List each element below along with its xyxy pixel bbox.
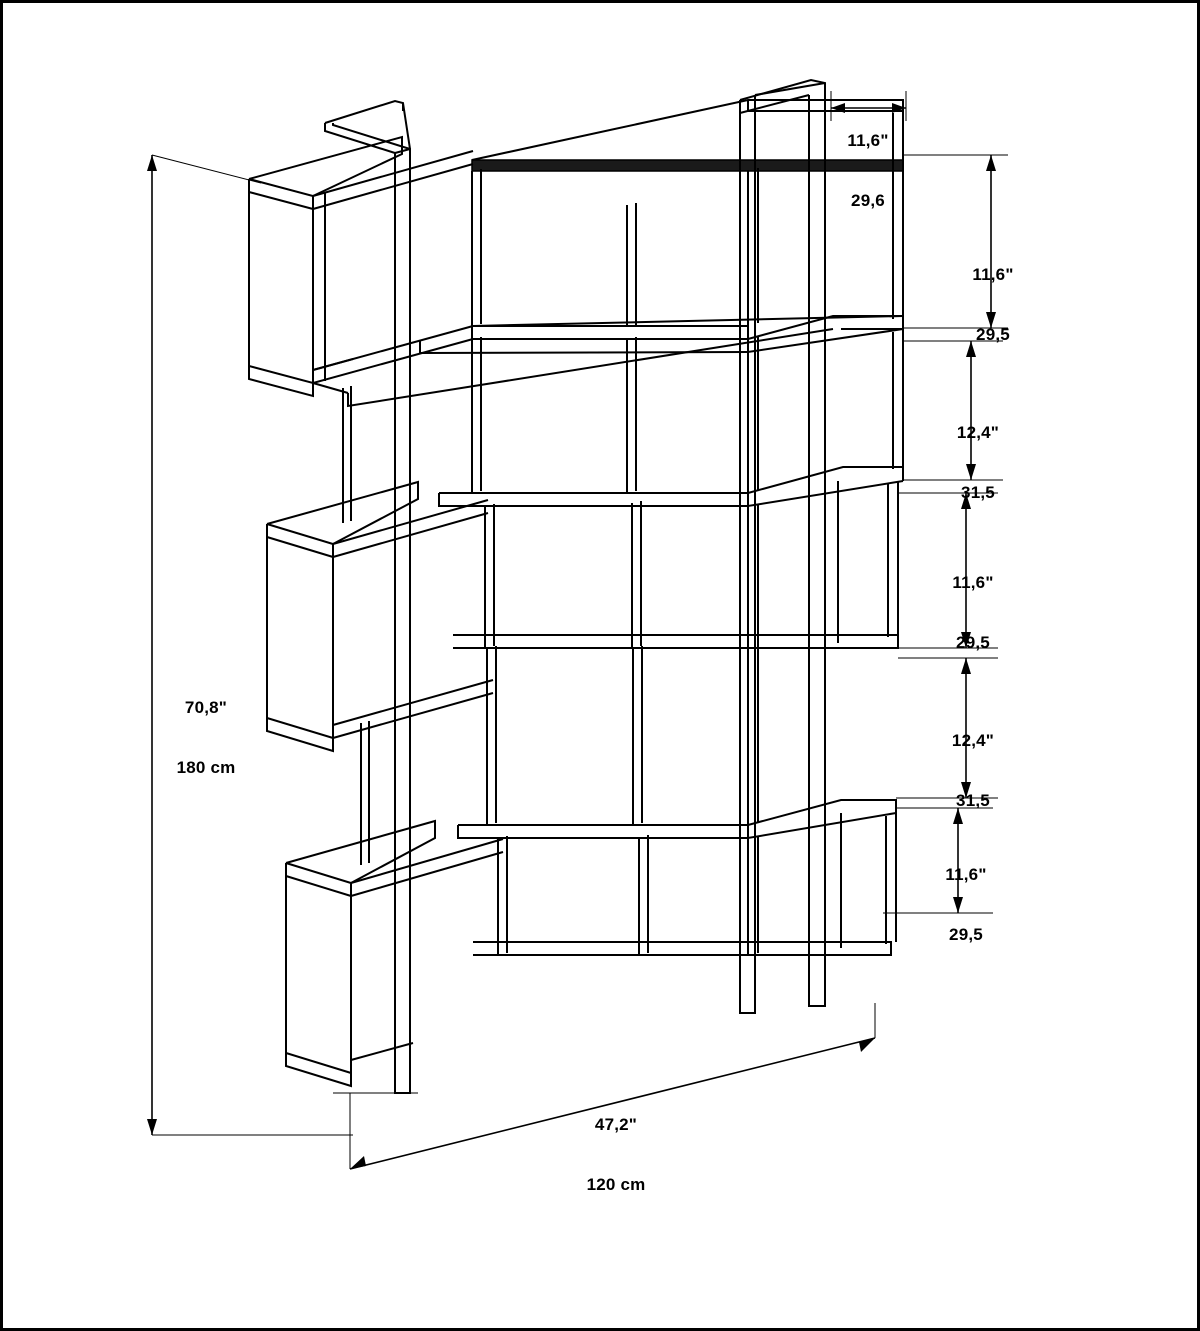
upper-left-shelf-box [249, 137, 473, 396]
overall-width-label [561, 1075, 671, 1235]
overall-width-imperial: 47,2" [594, 1115, 638, 1134]
main-shelf-planes [420, 326, 748, 955]
bottom-right-shelf [748, 800, 896, 955]
gap-3-metric: 29,5 [956, 633, 990, 652]
overall-height-label [151, 658, 261, 818]
dimension-lines [147, 91, 1008, 1169]
overall-height-imperial: 70,8" [184, 698, 228, 717]
middle-left-shelf-box [267, 482, 493, 751]
gap-2-imperial: 12,4" [956, 423, 1000, 442]
gap-1-label [943, 225, 1043, 385]
gap-3-imperial: 11,6" [952, 573, 994, 592]
depth-imperial: 11,6" [847, 131, 889, 150]
overall-width-metric: 120 cm [586, 1175, 646, 1194]
gap-1-metric: 29,5 [976, 325, 1010, 344]
depth-label [818, 91, 918, 251]
gap-4-imperial: 12,4" [951, 731, 995, 750]
gap-4-metric: 31,5 [956, 791, 990, 810]
gap-3-label [923, 533, 1023, 693]
depth-metric: 29,6 [851, 191, 885, 210]
gap-5-label [916, 825, 1016, 985]
gap-5-imperial: 11,6" [945, 865, 987, 884]
overall-height-metric: 180 cm [176, 758, 236, 777]
gap-2-metric: 31,5 [961, 483, 995, 502]
shelf-level-2 [348, 316, 903, 406]
gap-5-metric: 29,5 [949, 925, 983, 944]
gap-1-imperial: 11,6" [972, 265, 1014, 284]
gap-2-label [928, 383, 1028, 543]
